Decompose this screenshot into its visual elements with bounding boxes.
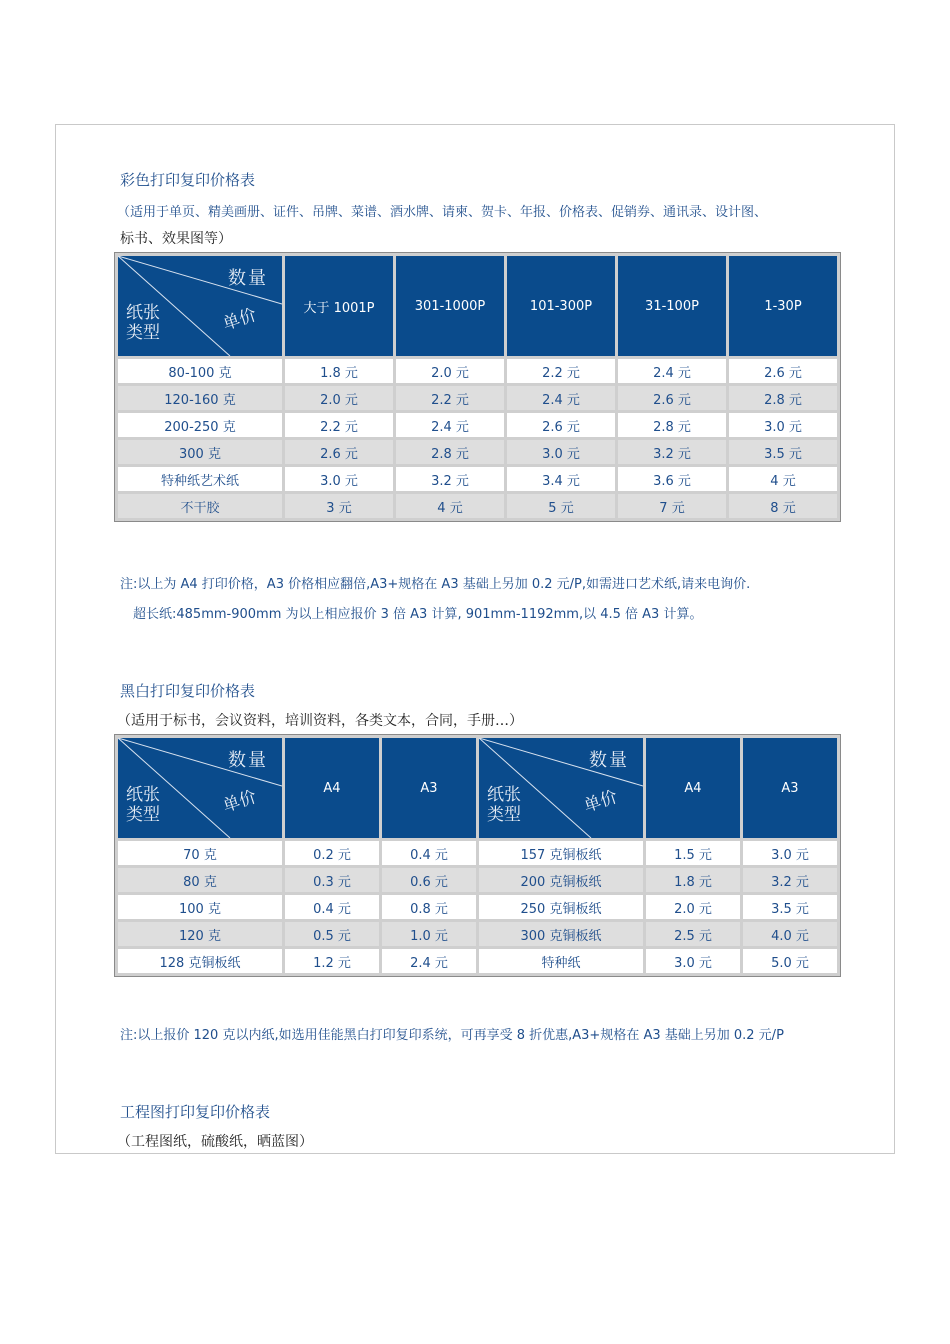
- price-cell: 0.4 元: [382, 841, 476, 865]
- corner-unit-price-label: 单价: [220, 787, 260, 817]
- paper-type-cell: 300 克: [118, 440, 282, 464]
- price-cell: 2.0 元: [396, 359, 504, 383]
- corner-quantity-label: 数量: [228, 750, 268, 771]
- price-cell: 2.6 元: [285, 440, 393, 464]
- table-row: [118, 841, 837, 865]
- table-header-row: [118, 738, 837, 838]
- column-header-a4: A4: [285, 738, 379, 838]
- price-cell: 4 元: [396, 494, 504, 518]
- table-row: [118, 467, 837, 491]
- corner-unit-price-label: 单价: [581, 787, 621, 817]
- price-cell: 3.0 元: [507, 440, 615, 464]
- table-row: [118, 895, 837, 919]
- price-cell: 1.8 元: [646, 868, 740, 892]
- table-row: [118, 440, 837, 464]
- color-price-note-2: 超长纸:485mm-900mm 为以上相应报价 3 倍 A3 计算, 901mm-1192mm,以 4.5 倍 A3 计算。: [133, 607, 703, 622]
- paper-type-cell: 200-250 克: [118, 413, 282, 437]
- price-cell: 2.0 元: [285, 386, 393, 410]
- price-cell: 3.0 元: [743, 841, 837, 865]
- table-row: [118, 949, 837, 973]
- column-header: 大于 1001P: [285, 256, 393, 356]
- paper-type-cell: 120-160 克: [118, 386, 282, 410]
- price-cell: 2.6 元: [729, 359, 837, 383]
- price-cell: 2.0 元: [646, 895, 740, 919]
- price-cell: 3.0 元: [285, 467, 393, 491]
- color-price-subtitle-1: （适用于单页、精美画册、证件、吊牌、菜谱、酒水牌、请柬、贺卡、年报、价格表、促销券、通讯录、设计图、: [117, 205, 768, 220]
- corner-paper-label: 纸张: [487, 785, 521, 805]
- price-cell: 3 元: [285, 494, 393, 518]
- paper-type-cell: 100 克: [118, 895, 282, 919]
- corner-type-label: 类型: [487, 805, 521, 825]
- bw-price-note: 注:以上报价 120 克以内纸,如选用佳能黑白打印复印系统，可再享受 8 折优惠,A3+规格在 A3 基础上另加 0.2 元/P: [120, 1028, 784, 1043]
- color-price-subtitle-2: 标书、效果图等）: [120, 231, 232, 247]
- bw-price-table: [114, 734, 841, 977]
- price-cell: 2.4 元: [382, 949, 476, 973]
- paper-type-cell: 不干胶: [118, 494, 282, 518]
- price-cell: 3.0 元: [646, 949, 740, 973]
- price-cell: 3.2 元: [743, 868, 837, 892]
- price-cell: 7 元: [618, 494, 726, 518]
- engineering-price-subtitle: （工程图纸，硫酸纸，晒蓝图）: [117, 1134, 313, 1150]
- paper-type-cell: 70 克: [118, 841, 282, 865]
- paper-type-cell: 250 克铜板纸: [479, 895, 643, 919]
- price-cell: 0.5 元: [285, 922, 379, 946]
- price-cell: 1.0 元: [382, 922, 476, 946]
- price-cell: 0.2 元: [285, 841, 379, 865]
- bw-price-subtitle: （适用于标书，会议资料，培训资料，各类文本，合同，手册…）: [117, 713, 523, 729]
- paper-type-cell: 特种纸艺术纸: [118, 467, 282, 491]
- color-price-note-1: 注:以上为 A4 打印价格，A3 价格相应翻倍,A3+规格在 A3 基础上另加 0.2 元/P,如需进口艺术纸,请来电询价.: [120, 577, 751, 592]
- price-cell: 0.4 元: [285, 895, 379, 919]
- corner-header-cell: [118, 256, 282, 356]
- color-price-table: [114, 252, 841, 522]
- bw-price-title: 黑白打印复印价格表: [120, 682, 256, 700]
- corner-paper-label: 纸张: [126, 785, 160, 805]
- price-cell: 2.4 元: [618, 359, 726, 383]
- price-cell: 2.6 元: [507, 413, 615, 437]
- corner-unit-price-label: 单价: [220, 305, 260, 335]
- column-header-a4: A4: [646, 738, 740, 838]
- paper-type-cell: 200 克铜板纸: [479, 868, 643, 892]
- paper-type-cell: 300 克铜板纸: [479, 922, 643, 946]
- price-cell: 1.5 元: [646, 841, 740, 865]
- price-cell: 0.6 元: [382, 868, 476, 892]
- paper-type-cell: 120 克: [118, 922, 282, 946]
- column-header: 1-30P: [729, 256, 837, 356]
- price-cell: 0.8 元: [382, 895, 476, 919]
- price-cell: 3.0 元: [729, 413, 837, 437]
- table-row: [118, 413, 837, 437]
- price-cell: 2.2 元: [396, 386, 504, 410]
- corner-quantity-label: 数量: [228, 268, 268, 289]
- table-row: [118, 922, 837, 946]
- paper-type-cell: 128 克铜板纸: [118, 949, 282, 973]
- paper-type-cell: 157 克铜板纸: [479, 841, 643, 865]
- corner-type-label: 类型: [126, 323, 160, 343]
- paper-type-cell: 80-100 克: [118, 359, 282, 383]
- price-cell: 5 元: [507, 494, 615, 518]
- price-cell: 4 元: [729, 467, 837, 491]
- price-cell: 3.5 元: [743, 895, 837, 919]
- table-row: [118, 386, 837, 410]
- column-header-a3: A3: [743, 738, 837, 838]
- price-cell: 2.2 元: [285, 413, 393, 437]
- engineering-price-title: 工程图打印复印价格表: [120, 1103, 271, 1121]
- price-cell: 2.8 元: [729, 386, 837, 410]
- price-cell: 2.5 元: [646, 922, 740, 946]
- price-cell: 1.2 元: [285, 949, 379, 973]
- price-cell: 2.6 元: [618, 386, 726, 410]
- corner-header-cell: [479, 738, 643, 838]
- price-cell: 0.3 元: [285, 868, 379, 892]
- price-cell: 3.4 元: [507, 467, 615, 491]
- price-cell: 3.2 元: [396, 467, 504, 491]
- corner-quantity-label: 数量: [589, 750, 629, 771]
- price-cell: 2.4 元: [507, 386, 615, 410]
- price-cell: 1.8 元: [285, 359, 393, 383]
- price-cell: 5.0 元: [743, 949, 837, 973]
- price-cell: 2.4 元: [396, 413, 504, 437]
- column-header: 301-1000P: [396, 256, 504, 356]
- table-row: [118, 494, 837, 518]
- table-header-row: [118, 256, 837, 356]
- price-cell: 2.2 元: [507, 359, 615, 383]
- price-cell: 2.8 元: [618, 413, 726, 437]
- table-row: [118, 868, 837, 892]
- paper-type-cell: 特种纸: [479, 949, 643, 973]
- paper-type-cell: 80 克: [118, 868, 282, 892]
- corner-header-cell: [118, 738, 282, 838]
- corner-paper-label: 纸张: [126, 303, 160, 323]
- price-cell: 4.0 元: [743, 922, 837, 946]
- price-cell: 3.6 元: [618, 467, 726, 491]
- table-row: [118, 359, 837, 383]
- price-cell: 3.5 元: [729, 440, 837, 464]
- column-header-a3: A3: [382, 738, 476, 838]
- corner-type-label: 类型: [126, 805, 160, 825]
- color-price-title: 彩色打印复印价格表: [120, 171, 256, 189]
- price-cell: 2.8 元: [396, 440, 504, 464]
- price-cell: 3.2 元: [618, 440, 726, 464]
- column-header: 101-300P: [507, 256, 615, 356]
- column-header: 31-100P: [618, 256, 726, 356]
- price-cell: 8 元: [729, 494, 837, 518]
